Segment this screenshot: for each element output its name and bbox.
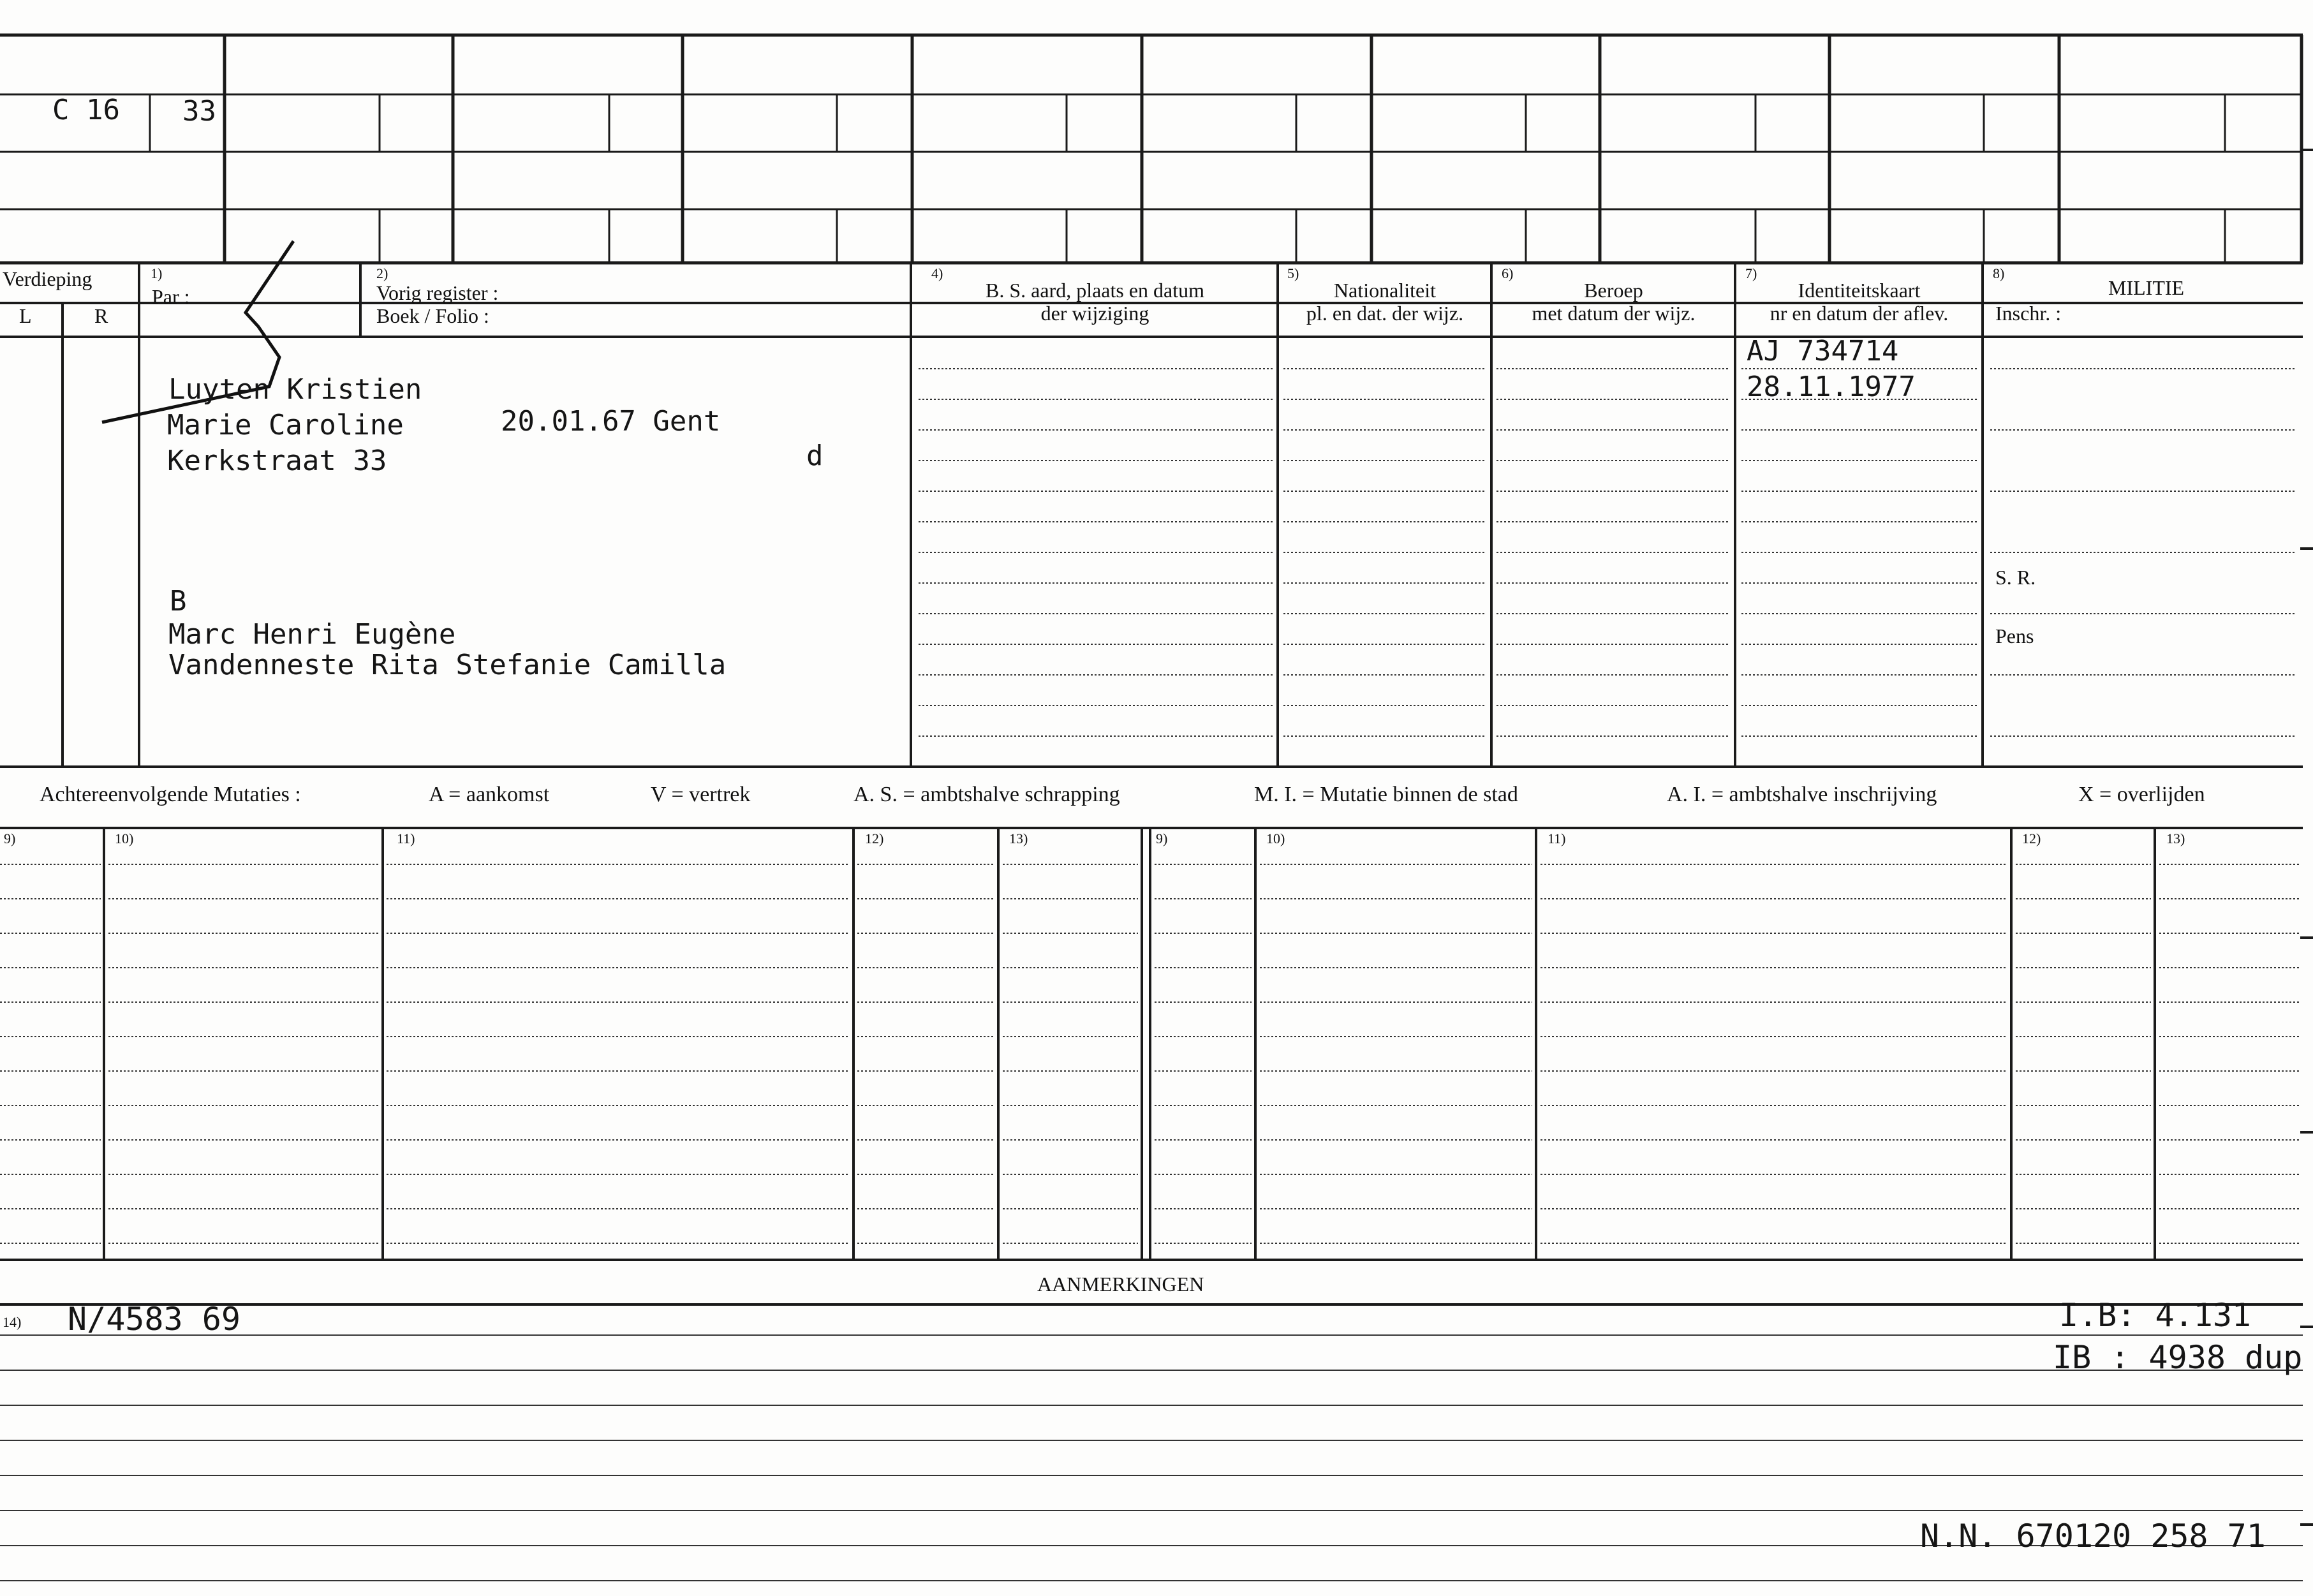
- birth-date-place: 20.01.67 Gent: [501, 405, 721, 438]
- spouse-names: Marc Henri Eugène: [168, 618, 456, 651]
- legend-mutatie-binnen-stad: M. I. = Mutatie binnen de stad: [1254, 783, 1518, 806]
- mutation-col-10b: 10): [1266, 831, 1285, 846]
- identiteitskaart-header-line1: Identiteitskaart: [1798, 279, 1921, 302]
- person-name: Luyten Kristien: [168, 373, 422, 406]
- field-number-14: 14): [3, 1314, 22, 1330]
- mutation-col-11b: 11): [1548, 831, 1566, 846]
- marker-d: d: [806, 440, 824, 472]
- mutation-col-9: 9): [4, 831, 16, 846]
- mutations-title: Achtereenvolgende Mutaties :: [40, 783, 301, 806]
- sr-label: S. R.: [1995, 566, 2036, 589]
- b-label: B: [170, 585, 187, 617]
- person-given-names: Marie Caroline: [167, 409, 404, 441]
- national-number: N.N. 670120 258 71: [1920, 1518, 2266, 1555]
- spouse-family-name: Vandenneste Rita Stefanie Camilla: [168, 649, 727, 681]
- nationaliteit-header-line2: pl. en dat. der wijz.: [1306, 302, 1464, 325]
- col-l-label: L: [19, 304, 32, 327]
- inschr-label: Inschr. :: [1995, 302, 2062, 325]
- address: Kerkstraat 33: [167, 445, 387, 477]
- field-number-1: 1): [151, 265, 163, 281]
- militie-header: MILITIE: [2108, 276, 2185, 299]
- mutation-col-11: 11): [397, 831, 415, 846]
- mutation-col-12: 12): [865, 831, 884, 846]
- legend-overlijden: X = overlijden: [2078, 783, 2205, 806]
- legend-ambtshalve-inschrijving: A. I. = ambtshalve inschrijving: [1667, 783, 1937, 806]
- legend-vertrek: V = vertrek: [651, 783, 751, 806]
- mutation-col-9b: 9): [1156, 831, 1168, 846]
- identiteitskaart-header-line2: nr en datum der aflev.: [1770, 302, 1949, 325]
- vorig-register-label: Vorig register :: [376, 281, 499, 304]
- mutation-col-13b: 13): [2166, 831, 2185, 846]
- beroep-header-line1: Beroep: [1584, 279, 1643, 302]
- legend-aankomst: A = aankomst: [429, 783, 550, 806]
- register-block-code: C 16: [52, 94, 120, 126]
- field-number-8: 8): [1993, 265, 2005, 281]
- id-card-date: 28.11.1977: [1747, 371, 1916, 403]
- nationaliteit-header-line1: Nationaliteit: [1334, 279, 1436, 302]
- legend-ambtshalve-schrapping: A. S. = ambtshalve schrapping: [854, 783, 1120, 806]
- field-number-5: 5): [1287, 265, 1299, 281]
- remark-reference: N/4583 69: [68, 1301, 240, 1338]
- bs-header-line2: der wijziging: [1040, 302, 1149, 325]
- aanmerkingen-title: AANMERKINGEN: [1037, 1273, 1204, 1296]
- mutation-col-13: 13): [1009, 831, 1028, 846]
- beroep-header-line2: met datum der wijz.: [1532, 302, 1696, 325]
- field-number-7: 7): [1745, 265, 1757, 281]
- par-label: Par :: [152, 285, 190, 308]
- mutation-col-12b: 12): [2022, 831, 2041, 846]
- verdieping-label: Verdieping: [3, 267, 92, 290]
- id-card-number: AJ 734714: [1747, 335, 1899, 367]
- pens-label: Pens: [1995, 624, 2034, 647]
- bs-header-line1: B. S. aard, plaats en datum: [985, 279, 1205, 302]
- remark-ib-1: I.B: 4.131: [2059, 1297, 2252, 1334]
- mutation-col-10: 10): [115, 831, 134, 846]
- boek-folio-label: Boek / Folio :: [376, 304, 489, 327]
- field-number-4: 4): [931, 265, 943, 281]
- register-house-number: 33: [182, 95, 216, 128]
- remark-ib-2: IB : 4938 dup: [2053, 1339, 2303, 1376]
- field-number-6: 6): [1502, 265, 1514, 281]
- col-r-label: R: [94, 304, 108, 327]
- field-number-2: 2): [376, 265, 388, 281]
